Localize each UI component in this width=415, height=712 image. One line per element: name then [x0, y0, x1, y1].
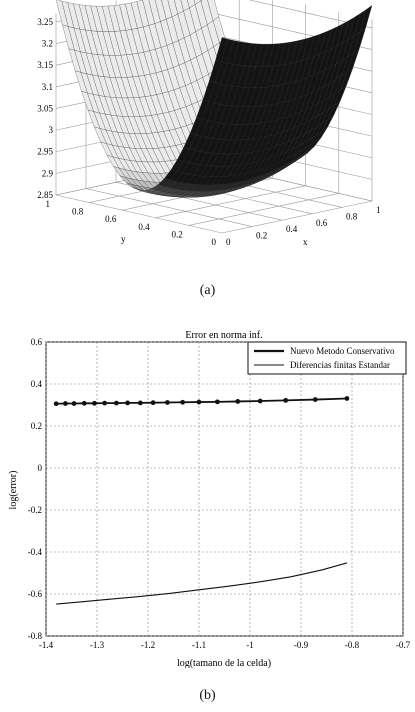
x-tick-label: 0.4	[286, 224, 298, 235]
x-tick-label: -0.9	[293, 640, 309, 650]
data-point	[283, 398, 288, 403]
x-tick-label: -1.4	[38, 640, 54, 650]
y-tick-label: 0.8	[71, 206, 84, 217]
y-tick-label: 0.4	[138, 221, 150, 232]
data-point	[313, 397, 318, 402]
z-tick-label: 3.05	[37, 103, 53, 114]
y-tick-label: 0.2	[171, 229, 183, 240]
data-point	[82, 401, 87, 406]
y-tick-label: 0.6	[105, 214, 117, 225]
x-tick-label: 0.6	[316, 217, 328, 228]
x-tick-label: -1.2	[140, 640, 156, 650]
data-point	[215, 399, 220, 404]
caption-a: (a)	[199, 283, 216, 298]
z-tick-label: 3.25	[37, 16, 53, 27]
x-tick-label: -1.3	[89, 640, 105, 650]
z-tick-label: 3	[48, 125, 53, 136]
y-axis-label: y	[121, 234, 126, 244]
x-axis-label: x	[303, 237, 308, 247]
x-tick-label: 0.2	[256, 230, 268, 241]
y-tick-label: -0.6	[27, 589, 42, 599]
x-tick-label: -0.7	[395, 640, 411, 650]
legend	[248, 342, 406, 374]
x-tick-label: 1	[376, 205, 381, 215]
y-tick-label: 0.6	[30, 337, 42, 347]
data-point	[180, 400, 185, 405]
x-axis-label: log(tamano de la celda)	[176, 658, 272, 668]
data-point	[165, 400, 170, 405]
y-axis-label: log(error)	[8, 470, 19, 510]
caption-b: (b)	[199, 688, 216, 703]
data-point	[114, 401, 119, 406]
data-point	[92, 401, 97, 406]
x-tick-label: -1	[246, 640, 254, 650]
z-tick-label: 2.95	[37, 146, 53, 157]
y-tick-label: 0.2	[30, 421, 42, 431]
y-tick-label: -0.8	[27, 631, 42, 641]
x-tick-label: 0.8	[346, 211, 358, 222]
legend-label-standard: Diferencias finitas Estandar	[290, 360, 390, 370]
z-tick-label: 2.85	[37, 190, 53, 200]
data-point	[151, 400, 156, 405]
y-tick-label: 1	[45, 199, 50, 209]
legend-label-conservative: Nuevo Metodo Conservativo	[290, 346, 395, 356]
plot-area	[28, 337, 411, 650]
y-tick-label: 0.4	[30, 379, 42, 389]
data-point	[63, 401, 68, 406]
y-tick-label: -0.2	[27, 505, 42, 515]
y-tick-label: -0.4	[27, 547, 42, 557]
z-tick-label: 3.1	[41, 81, 53, 92]
data-point	[197, 400, 202, 405]
data-point	[258, 399, 263, 404]
z-tick-label: 3.2	[41, 38, 53, 49]
y-tick-label: 0	[37, 463, 42, 473]
z-tick-label: 2.9	[41, 168, 53, 179]
data-point	[54, 401, 59, 406]
z-tick-label: 3.15	[37, 60, 53, 71]
x-tick-label: -1.1	[191, 640, 207, 650]
data-point	[138, 401, 143, 406]
x-tick-label: 0	[226, 237, 231, 247]
surface-plot	[0, 0, 415, 270]
data-point	[72, 401, 77, 406]
line-chart	[0, 328, 415, 668]
x-tick-label: -0.8	[344, 640, 360, 650]
chart-title: Error en norma inf.	[185, 330, 263, 341]
surface-mesh	[56, 0, 372, 197]
data-point	[345, 396, 350, 401]
y-tick-label: 0	[211, 237, 216, 247]
data-point	[125, 401, 130, 406]
data-point	[235, 399, 240, 404]
data-point	[102, 401, 107, 406]
plot-frame	[46, 342, 403, 636]
